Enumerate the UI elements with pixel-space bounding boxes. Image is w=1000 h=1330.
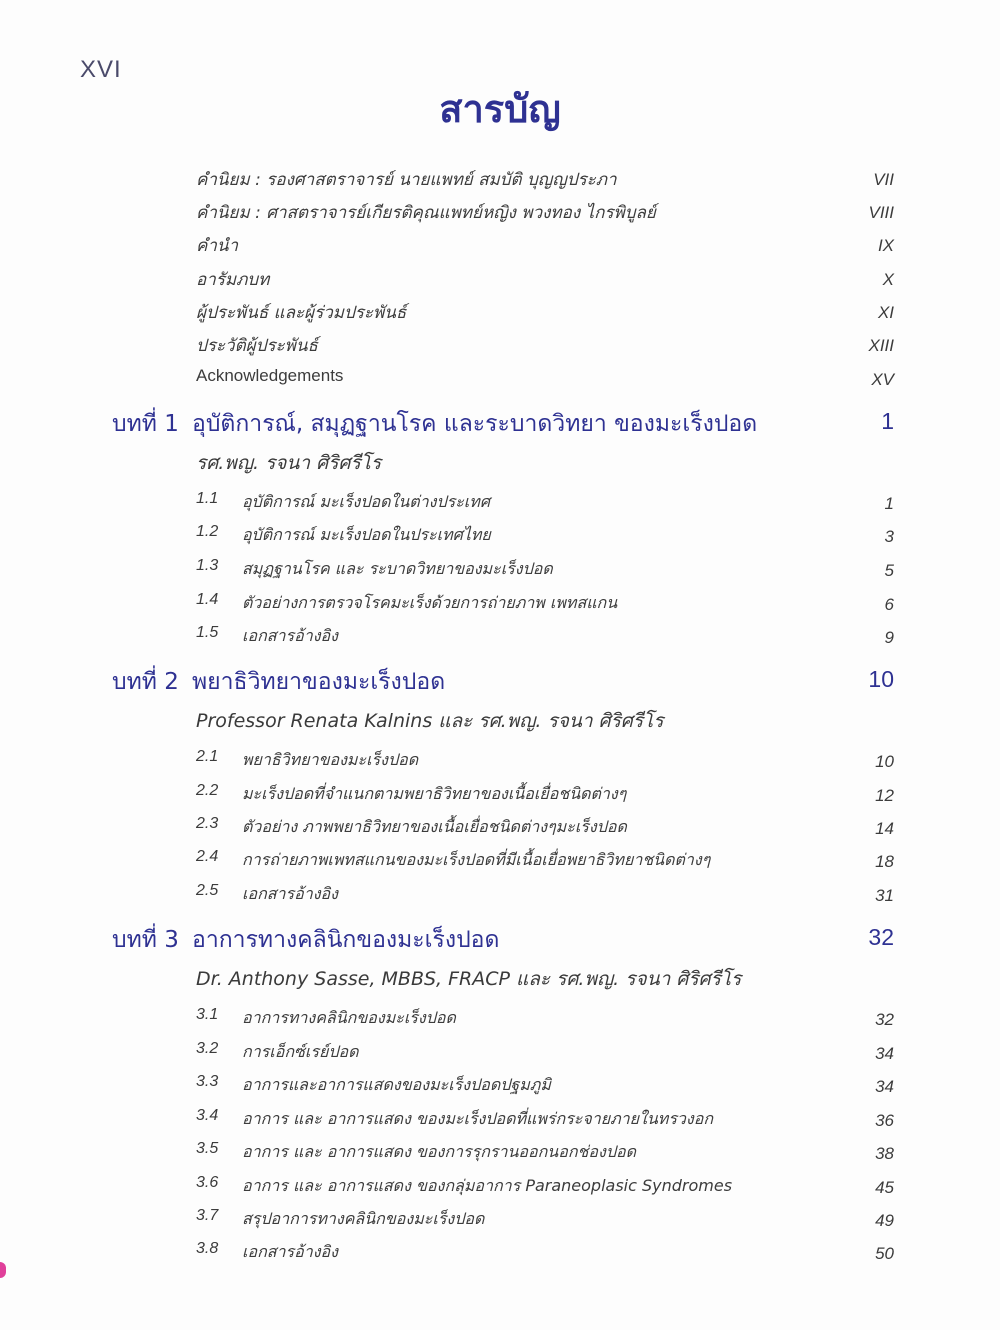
section-title: ตัวอย่างการตรวจโรคมะเร็งด้วยการถ่ายภาพ เพทสแกน [242,593,618,612]
section-title: เอกสารอ้างอิง [242,1242,338,1261]
section-title: อาการ และ อาการแสดง ของมะเร็งปอดที่แพร่กระจายภายในทรวงอก [242,1109,713,1128]
toc-section-entry[interactable] [0,1040,1000,1070]
toc-section-entry[interactable] [0,1107,1000,1137]
page-number: XVI [80,56,122,83]
toc-entry-text: คำนำ [196,236,239,256]
chapter-title: อาการทางคลินิกของมะเร็งปอด [192,927,500,953]
chapter-author-row [0,964,1000,994]
section-title: เอกสารอ้างอิง [242,626,338,645]
chapter-author: Dr. Anthony Sasse, MBBS, FRACP และ รศ.พญ. รจนา ศิริศรีโร [196,968,742,990]
section-page: 12 [875,786,894,805]
chapter-page: 10 [868,666,894,692]
section-page: 31 [875,886,894,905]
section-title: อาการและอาการแสดงของมะเร็งปอดปฐมภูมิ [242,1075,551,1094]
section-page: 45 [875,1178,894,1197]
toc-section-entry[interactable] [0,624,1000,654]
toc-entry-text: ประวัติผู้ประพันธ์ [196,336,318,356]
section-page: 3 [884,527,894,546]
toc-front-entry[interactable] [0,199,1000,229]
section-number: 3.3 [196,1073,219,1090]
page-title: สารบัญ [439,87,561,131]
section-number: 1.3 [196,557,219,574]
section-title: อาการ และ อาการแสดง ของการรุกรานออกนอกช่องปอด [242,1142,636,1161]
section-number: 3.2 [196,1040,219,1057]
section-number: 3.7 [196,1207,219,1224]
toc-entry-text: คำนิยม : ศาสตราจารย์เกียรติคุณแพทย์หญิง พวงทอง ไกรพิบูลย์ [196,203,656,223]
chapter-label: บทที่ 2 [112,669,179,695]
section-number: 1.1 [196,490,219,507]
toc-section-entry[interactable] [0,523,1000,553]
toc-front-entry[interactable] [0,232,1000,262]
toc-entry-page: VIII [868,203,894,222]
chapter-page: 1 [881,408,894,434]
section-number: 3.8 [196,1240,219,1257]
section-page: 34 [875,1077,894,1096]
section-title: อาการ และ อาการแสดง ของกลุ่มอาการ Paraneoplasic Syndromes [242,1176,733,1195]
chapter-page: 32 [868,924,894,950]
toc-section-entry[interactable] [0,591,1000,621]
toc-entry-page: IX [877,236,894,255]
toc-entry-page: XIII [868,336,894,355]
section-number: 2.2 [196,782,219,799]
section-page: 36 [875,1111,894,1130]
chapter-heading[interactable] [0,922,1000,952]
chapter-title: อุบัติการณ์, สมุฏฐานโรค และระบาดวิทยา ของมะเร็งปอด [192,411,758,437]
toc-section-entry[interactable] [0,748,1000,778]
section-number: 2.4 [196,848,219,865]
chapter-author-row [0,448,1000,478]
toc-section-entry[interactable] [0,1240,1000,1270]
section-number: 1.2 [196,523,219,540]
toc-front-entry[interactable] [0,299,1000,329]
toc-entry-page: XI [877,303,894,322]
toc-section-entry[interactable] [0,815,1000,845]
section-page: 5 [884,561,894,580]
section-page: 50 [875,1244,894,1263]
section-number: 3.6 [196,1174,219,1191]
chapter-author: Professor Renata Kalnins และ รศ.พญ. รจนา ศิริศรีโร [196,710,664,732]
section-page: 18 [875,852,894,871]
section-title: การถ่ายภาพเพทสแกนของมะเร็งปอดที่มีเนื้อเยื่อพยาธิวิทยาชนิดต่างๆ [242,850,711,869]
toc-entry-text: ผู้ประพันธ์ และผู้ร่วมประพันธ์ [196,303,407,323]
toc-section-entry[interactable] [0,490,1000,520]
section-page: 1 [884,494,894,513]
section-title: เอกสารอ้างอิง [242,884,338,903]
toc-front-entry[interactable] [0,266,1000,296]
toc-section-entry[interactable] [0,1174,1000,1204]
section-title: อุบัติการณ์ มะเร็งปอดในประเทศไทย [242,525,491,544]
section-title: พยาธิวิทยาของมะเร็งปอด [242,750,419,769]
toc-section-entry[interactable] [0,782,1000,812]
toc-entry-page: XV [871,370,894,389]
section-page: 49 [875,1211,894,1230]
section-number: 3.1 [196,1006,219,1023]
chapter-label: บทที่ 1 [112,411,179,437]
section-page: 10 [875,752,894,771]
section-page: 14 [875,819,894,838]
section-number: 1.5 [196,624,219,641]
page-edge-mark [0,1262,6,1278]
toc-section-entry[interactable] [0,882,1000,912]
chapter-author-row [0,706,1000,736]
toc-section-entry[interactable] [0,848,1000,878]
toc-section-entry[interactable] [0,1207,1000,1237]
chapter-heading[interactable] [0,664,1000,694]
chapter-label: บทที่ 3 [112,927,179,953]
chapter-heading[interactable] [0,406,1000,436]
toc-entry-text: อารัมภบท [196,270,270,290]
toc-section-entry[interactable] [0,1006,1000,1036]
section-number: 2.5 [196,882,219,899]
section-title: ตัวอย่าง ภาพพยาธิวิทยาของเนื้อเยื่อชนิดต่างๆมะเร็งปอด [242,817,627,836]
toc-section-entry[interactable] [0,557,1000,587]
toc-entry-page: X [882,270,894,289]
toc-front-entry[interactable] [0,332,1000,362]
chapter-title: พยาธิวิทยาของมะเร็งปอด [192,669,446,695]
section-page: 6 [884,595,894,614]
section-title: สรุปอาการทางคลินิกของมะเร็งปอด [242,1209,485,1228]
section-number: 2.1 [196,748,219,765]
section-page: 34 [875,1044,894,1063]
section-page: 38 [875,1144,894,1163]
section-number: 3.4 [196,1107,219,1124]
chapter-author: รศ.พญ. รจนา ศิริศรีโร [196,452,382,474]
section-number: 3.5 [196,1140,219,1157]
toc-section-entry[interactable] [0,1073,1000,1103]
section-page: 9 [884,628,894,647]
toc-front-entry[interactable] [0,166,1000,196]
section-title: สมุฏฐานโรค และ ระบาดวิทยาของมะเร็งปอด [242,559,553,578]
section-page: 32 [875,1010,894,1029]
toc-entry-page: VII [873,170,894,189]
section-number: 2.3 [196,815,219,832]
section-title: อุบัติการณ์ มะเร็งปอดในต่างประเทศ [242,492,490,511]
section-number: 1.4 [196,591,219,608]
toc-entry-text: คำนิยม : รองศาสตราจารย์ นายแพทย์ สมบัติ บุญญประภา [196,170,617,190]
section-title: อาการทางคลินิกของมะเร็งปอด [242,1008,456,1027]
toc-front-entry[interactable] [0,366,1000,396]
toc-section-entry[interactable] [0,1140,1000,1170]
toc-entry-text: Acknowledgements [196,366,344,385]
section-title: การเอ็กซ์เรย์ปอด [242,1042,359,1061]
section-title: มะเร็งปอดที่จำแนกตามพยาธิวิทยาของเนื้อเยื่อชนิดต่างๆ [242,784,627,803]
